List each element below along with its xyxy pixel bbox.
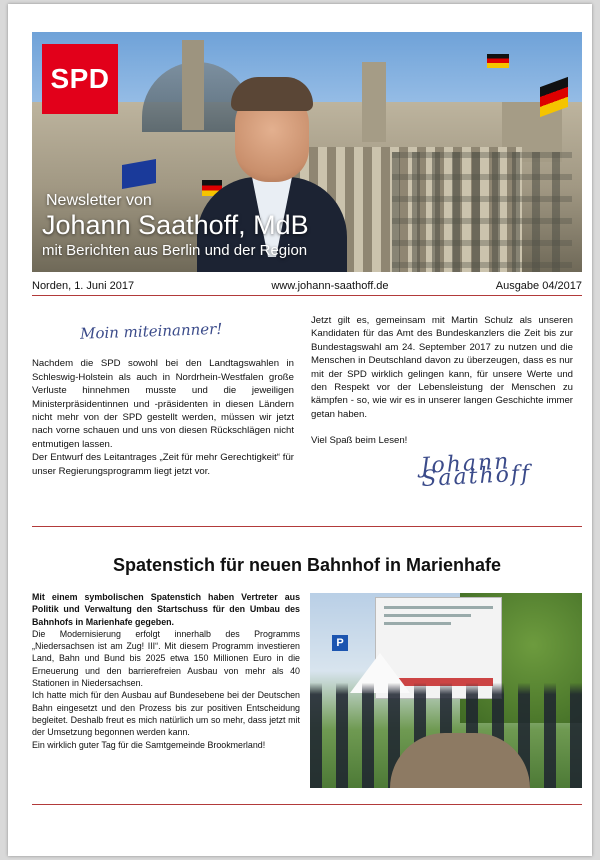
building-tower [362,62,386,142]
newsletter-page [8,4,592,856]
title-name: Johann Saathoff, MdB [42,210,309,240]
article-headline: Spatenstich für neuen Bahnhof in Marienhafe [112,555,502,575]
intro-left-column [32,314,294,478]
divider [32,295,582,296]
issue-number: Ausgabe 04/2017 [495,280,582,292]
divider [32,804,582,805]
building-windows [392,152,572,272]
intro-paragraph: Jetzt gilt es, gemeinsam mit Martin Schulz als unseren Kandidaten für das Amt des Bundeskanzlers die Zeit bis zur Bundestagswahl am 24. September 2017 zu nutzen und die Menschen in Deutschland davon zu überzeugen, dass es nur mit der SPD wirklich gelingen kann, für unsere Werte und den Respekt vor der Lebensleistung der Menschen zu kämpfen - so, wie wir es in unserer langen Geschichte immer getan haben. [311,315,573,420]
groundbreaking-photo [310,593,582,788]
article-paragraph: Ich hatte mich für den Ausbau auf Bundesebene bei der Deutschen Bahn eingesetzt und den Prozess bis zur positiven Entscheidung begleitet. Deshalb freut es mich natürlich um so mehr, dass jetzt mit der Umsetzung begonnen werden kann. [32,690,300,738]
place-date: Norden, 1. Juni 2017 [32,280,135,292]
building-tower [182,40,204,130]
dateline [32,280,582,292]
intro-paragraph: Nachdem die SPD sowohl bei den Landtagswahlen in Schleswig-Holstein als auch in Nordrhein-Westfalen große Verluste hinnehmen musste und die jeweiligen Ministerpräsidentinnen und -präsidenten in diesen Ländern nicht mehr von der SPD gestellt werden, müssen wir jetzt nach vorne schauen und uns von diesen Rückschlägen nicht entmutigen lassen. [32,358,294,450]
german-flag-icon [487,54,509,68]
article-paragraph: Ein wirklich guter Tag für die Samtgemeinde Brookmerland! [32,739,266,750]
spd-logo: SPD [42,44,118,114]
article-lead: Mit einem symbolischen Spatenstich haben Vertreter aus Politik und Verwaltung den Startschuss für den Umbau des Bahnhofs in Marienhafe gegeben. [32,592,300,627]
title-line-1: Newsletter von [46,192,152,209]
header-photo [32,32,582,272]
newsletter-title [42,192,309,259]
intro-paragraph: Der Entwurf des Leitantrages „Zeit für mehr Gerechtigkeit“ für unser Regierungsprogramm liegt jetzt vor. [32,452,294,477]
handwritten-signature: Johann Saathoff [420,448,532,493]
title-subtitle: mit Berichten aus Berlin und der Region [42,242,308,259]
divider [32,526,582,527]
website-link[interactable]: www.johann-saathoff.de [271,280,389,292]
handwritten-greeting: Moin miteinanner! [79,319,223,343]
parking-sign-icon: P [332,635,348,651]
article-body [32,591,300,751]
intro-right-column [311,314,573,493]
article-paragraph: Die Modernisierung erfolgt innerhalb des Programms „Niedersachsen ist am Zug! III“. Mit diesem Programm investieren Land, Bahn und Bund bis 2025 etwa 150 Millionen Euro in die Erneuerung und den barrierefreien Ausbau von mehr als 40 Stationen in Niedersachsen. [32,628,300,689]
closing-line: Viel Spaß beim Lesen! [311,435,408,447]
